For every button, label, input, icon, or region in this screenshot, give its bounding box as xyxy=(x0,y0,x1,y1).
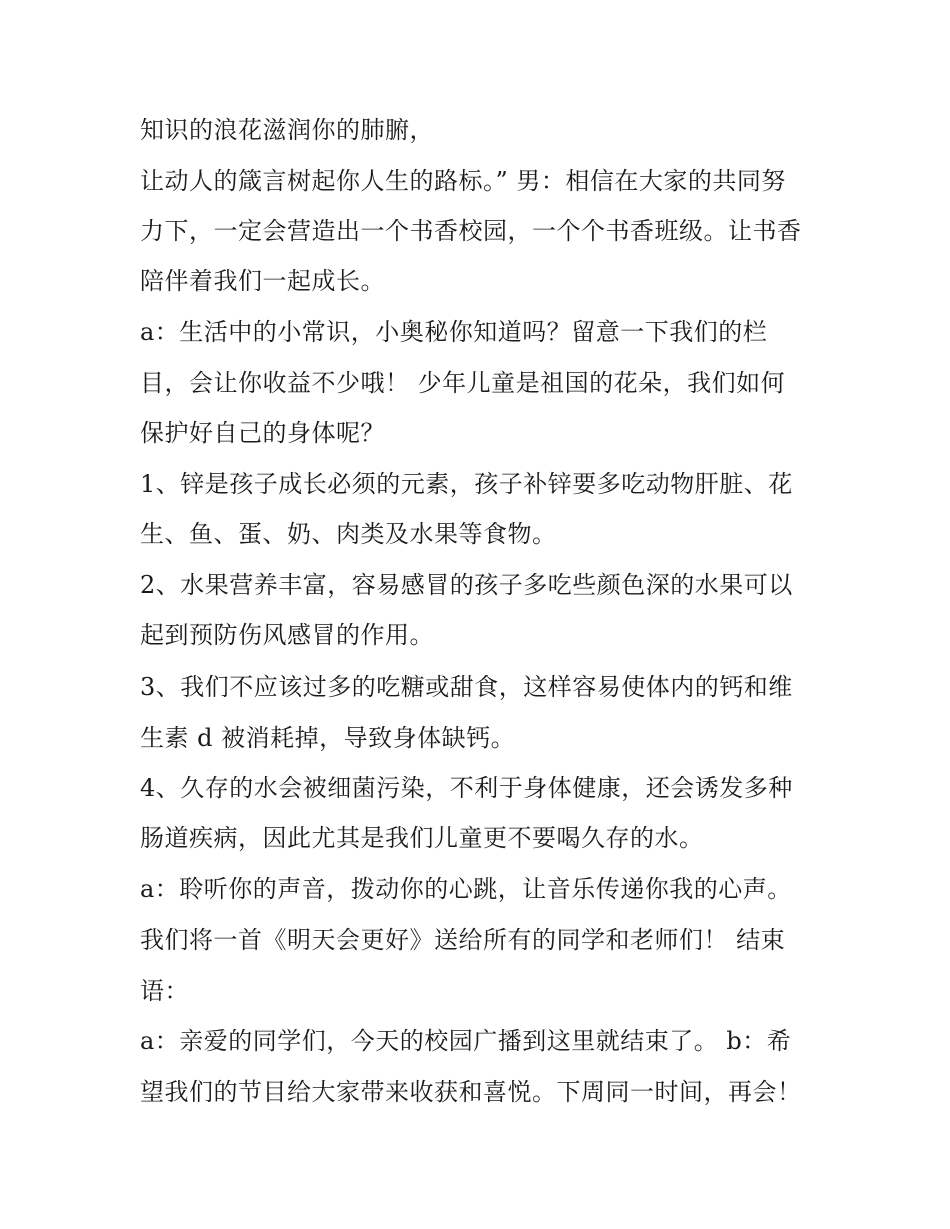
text-line: 目，会让你收益不少哦！ 少年儿童是祖国的花朵，我们如何 xyxy=(140,369,786,397)
text-line: 1、锌是孩子成长必须的元素，孩子补锌要多吃动物肝脏、花 xyxy=(140,470,793,498)
text-line: a：生活中的小常识，小奥秘你知道吗？留意一下我们的栏 xyxy=(140,318,768,346)
text-line: 语： xyxy=(140,977,189,1005)
text-line: 保护好自己的身体呢？ xyxy=(140,419,385,447)
text-line: 让动人的箴言树起你人生的路标。” 男：相信在大家的共同努 xyxy=(140,167,786,195)
text-line: 2、水果营养丰富，容易感冒的孩子多吃些颜色深的水果可以 xyxy=(140,571,793,599)
text-line: 望我们的节目给大家带来收获和喜悦。下周同一时间，再会！ xyxy=(140,1078,802,1106)
text-line: 生、鱼、蛋、奶、肉类及水果等食物。 xyxy=(140,520,557,548)
text-line: 我们将一首《明天会更好》送给所有的同学和老师们！ 结束 xyxy=(140,926,786,954)
text-line: a：亲爱的同学们，今天的校园广播到这里就结束了。 b：希 xyxy=(140,1027,792,1055)
text-line: 陪伴着我们一起成长。 xyxy=(140,267,385,295)
text-line: a：聆听你的声音，拨动你的心跳，让音乐传递你我的心声。 xyxy=(140,875,792,903)
text-line: 肠道疾病，因此尤其是我们儿童更不要喝久存的水。 xyxy=(140,824,704,852)
text-line: 生素 d 被消耗掉，导致身体缺钙。 xyxy=(140,724,516,752)
text-line: 力下，一定会营造出一个书香校园，一个个书香班级。让书香 xyxy=(140,217,802,245)
text-line: 起到预防伤风感冒的作用。 xyxy=(140,621,434,649)
text-line: 4、久存的水会被细菌污染，不利于身体健康，还会诱发多种 xyxy=(140,774,793,802)
text-line: 3、我们不应该过多的吃糖或甜食，这样容易使体内的钙和维 xyxy=(140,673,793,701)
text-line: 知识的浪花滋润你的肺腑， xyxy=(140,116,434,144)
